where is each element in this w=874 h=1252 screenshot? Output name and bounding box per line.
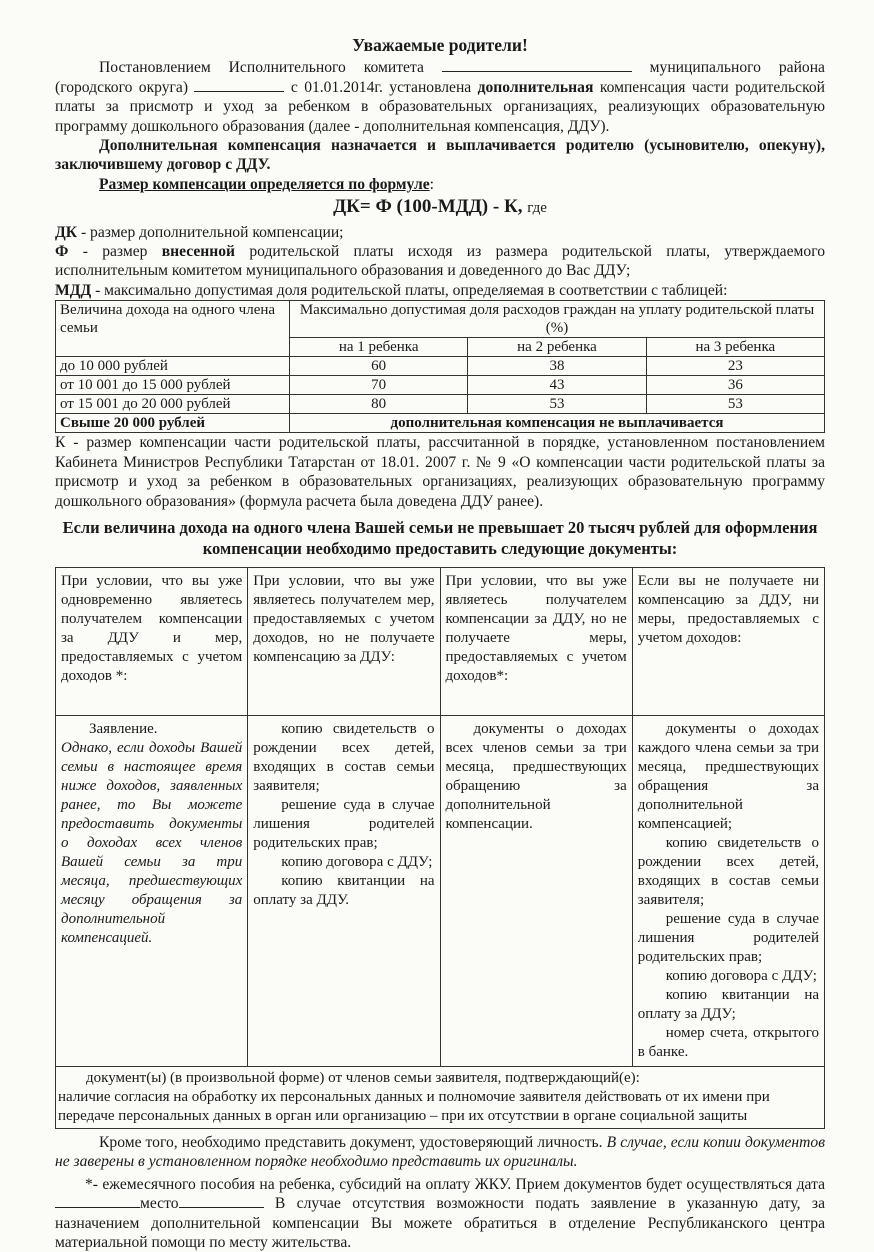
row-label: от 15 001 до 20 000 рублей [56, 395, 290, 414]
table-header-share: Максимально допустимая доля расходов граждан на уплату родительской платы (%) [290, 301, 825, 338]
table-subheader: на 2 ребенка [468, 338, 646, 357]
outro-text: Кроме того, необходимо представить документ, удостоверяющий личность. [99, 1133, 607, 1151]
f-term: Ф [55, 243, 69, 261]
table-subheader: на 3 ребенка [646, 338, 824, 357]
doc-item: документы о доходах каждого члена семьи за три месяца, предшествующих обращения за дополнительной компенсацией; [637, 720, 819, 832]
footer-line: наличие согласия на обработку их персональных данных и полномочие заявителя действовать от их имени при передаче персональных данных в орган или организацию – при их отсутствии в органе социальной защиты [58, 1088, 770, 1124]
cell: 43 [468, 376, 646, 395]
cell: 53 [468, 395, 646, 414]
doc-item: решение суда в случае лишения родителей родительских прав; [253, 796, 435, 851]
doc-item: копию свидетельств о рождении всех детей, входящих в состав семьи заявителя; [253, 720, 435, 794]
intro-text: Постановлением Исполнительного комитета [99, 59, 424, 77]
footnote [55, 1175, 825, 1252]
table-row [56, 357, 825, 376]
dk-def: - размер дополнительной компенсации; [77, 223, 344, 241]
cell: 70 [290, 376, 468, 395]
f-def-bold: внесенной [161, 243, 236, 261]
doc-item: номер счета, открытого в банке. [637, 1024, 819, 1060]
page-title: Уважаемые родители! [352, 35, 528, 55]
assignment-paragraph: Дополнительная компенсация назначается и выплачивается родителю (усыновителю, опекуну), заключившему договор с ДДУ. [55, 137, 825, 174]
footer-line: документ(ы) (в произвольной форме) от членов семьи заявителя, подтверждающий(е): [86, 1069, 640, 1086]
heading-colon: : [671, 538, 678, 558]
mdd-term: МДД [55, 281, 92, 299]
doc-item: решение суда в случае лишения родителей родительских прав; [637, 910, 819, 965]
table-header-income: Величина дохода на одного члена семьи [56, 301, 290, 357]
dk-term: ДК [55, 223, 78, 241]
row-label: до 10 000 рублей [56, 357, 290, 376]
footnote-text: В случае отсутствия возможности подать заявление в указанную дату, за назначением дополнительной компенсации Вы можете обратиться в отделение Республиканского центра материальной помощи по месту жительства. [55, 1195, 826, 1251]
formula-label: Размер компенсации определяется по формуле: [99, 175, 434, 193]
condition-header: При условии, что вы уже являетесь получателем компенсации за ДДУ, но не получаете меры, предоставляемых с учетом доходов*: [440, 567, 632, 715]
doc-item: копию свидетельств о рождении всех детей, входящих в состав семьи заявителя; [637, 834, 819, 908]
documents-heading-text: Если величина дохода на одного члена Вашей семьи не превышает 20 тысяч рублей для оформления компенсации необходимо предоставить следующие документы [62, 517, 818, 558]
formula [55, 197, 825, 218]
mdd-def: - максимально допустимая доля родительской платы, определяемая в соответствии с таблицей: [91, 281, 728, 299]
documents-heading [55, 517, 825, 559]
formula-suffix: где [527, 200, 547, 217]
f-definition [55, 242, 825, 281]
dk-definition [55, 223, 825, 242]
intro-text: компенсация части родительской платы за присмотр и уход за ребенком в образовательных организациях, реализующих образовательную программу дошкольного образования (далее - дополнительная компенсация, ДДУ). [55, 78, 826, 135]
documents-col-3 [440, 715, 632, 1066]
cell: дополнительная компенсация не выплачивается [290, 414, 825, 433]
row-label: от 10 001 до 15 000 рублей [56, 376, 290, 395]
intro-bold: дополнительная [477, 78, 594, 96]
outro-italic: В случае, если копии документов не заверены в установленном порядке необходимо представить их оригиналы. [55, 1133, 825, 1171]
documents-table [55, 567, 825, 1129]
condition-header: Если вы не получаете ни компенсацию за ДДУ, ни меры, предоставляемых с учетом доходов: [632, 567, 824, 715]
formula-text: ДК= Ф (100-МДД) - К, [333, 196, 523, 218]
table-row [56, 376, 825, 395]
doc-item: копию договора с ДДУ; [665, 967, 817, 984]
outro-paragraph [55, 1133, 825, 1172]
cell: 23 [646, 357, 824, 376]
cell: 80 [290, 395, 468, 414]
f-def: родительской платы исходя из размера родительской платы, утверждаемого исполнительным комитетом муниципального образования и доведенного до Вас ДДУ; [55, 243, 825, 280]
cell: 38 [468, 357, 646, 376]
condition-header: При условии, что вы уже одновременно являетесь получателем компенсации за ДДУ и мер, предоставляемых с учетом доходов *: [56, 567, 248, 715]
cell: 60 [290, 357, 468, 376]
table-row [56, 395, 825, 414]
f-def: - размер [68, 243, 162, 261]
blank-place [179, 1194, 264, 1208]
documents-col-4 [632, 715, 824, 1066]
cell: 53 [646, 395, 824, 414]
footnote-text: место [140, 1195, 179, 1213]
documents-footer [56, 1066, 825, 1128]
cell: 36 [646, 376, 824, 395]
blank-date [55, 1194, 140, 1208]
blank-district [194, 78, 284, 92]
table-row [56, 414, 825, 433]
mdd-definition [55, 281, 825, 300]
document-page [55, 36, 825, 1252]
condition-header: При условии, что вы уже являетесь получателем мер, предоставляемых с учетом доходов, но не получаете компенсацию за ДДУ: [248, 567, 440, 715]
row-label: Свыше 20 000 рублей [56, 414, 290, 433]
documents-col-2 [248, 715, 440, 1066]
doc-note: Однако, если доходы Вашей семьи в настоящее время ниже доходов, заявленных ранее, то Вы можете предоставить документы о доходах всех членов Вашей семьи за три месяца, предшествующих месяцу обращения за дополнительной компенсацией. [61, 739, 243, 946]
mdd-table [55, 300, 825, 433]
intro-text: с 01.01.2014г. установлена [290, 78, 472, 96]
k-definition: К - размер компенсации части родительской платы, рассчитанной в порядке, установленном постановлением Кабинета Министров Республики Татарстан от 18.01. 2007 г. № 9 «О компенсации части родительской платы за присмотр и уход за ребенком в образовательных организациях, реализующих образовательную программу дошкольного образования» (формула расчета была доведена ДДУ ранее). [55, 434, 825, 510]
intro-paragraph [55, 58, 825, 136]
doc-item: документы о доходах всех членов семьи за три месяца, предшествующих обращению за дополнительной компенсации. [445, 720, 627, 832]
doc-item: копию квитанции на оплату за ДДУ; [637, 986, 819, 1022]
table-subheader: на 1 ребенка [290, 338, 468, 357]
documents-col-1 [56, 715, 248, 1066]
footnote-text: *- ежемесячного пособия на ребенка, субсидий на оплату ЖКУ. Прием документов будет осуществляться дата [85, 1175, 825, 1193]
formula-label-text: Размер компенсации определяется по формуле [99, 175, 430, 193]
doc-item: копию квитанции на оплату за ДДУ. [253, 872, 435, 908]
blank-committee [442, 58, 632, 72]
doc-item: копию договора с ДДУ; [281, 853, 433, 870]
intro-text: муниципального района (городского округа) [55, 59, 825, 96]
doc-item: Заявление. [89, 720, 158, 737]
